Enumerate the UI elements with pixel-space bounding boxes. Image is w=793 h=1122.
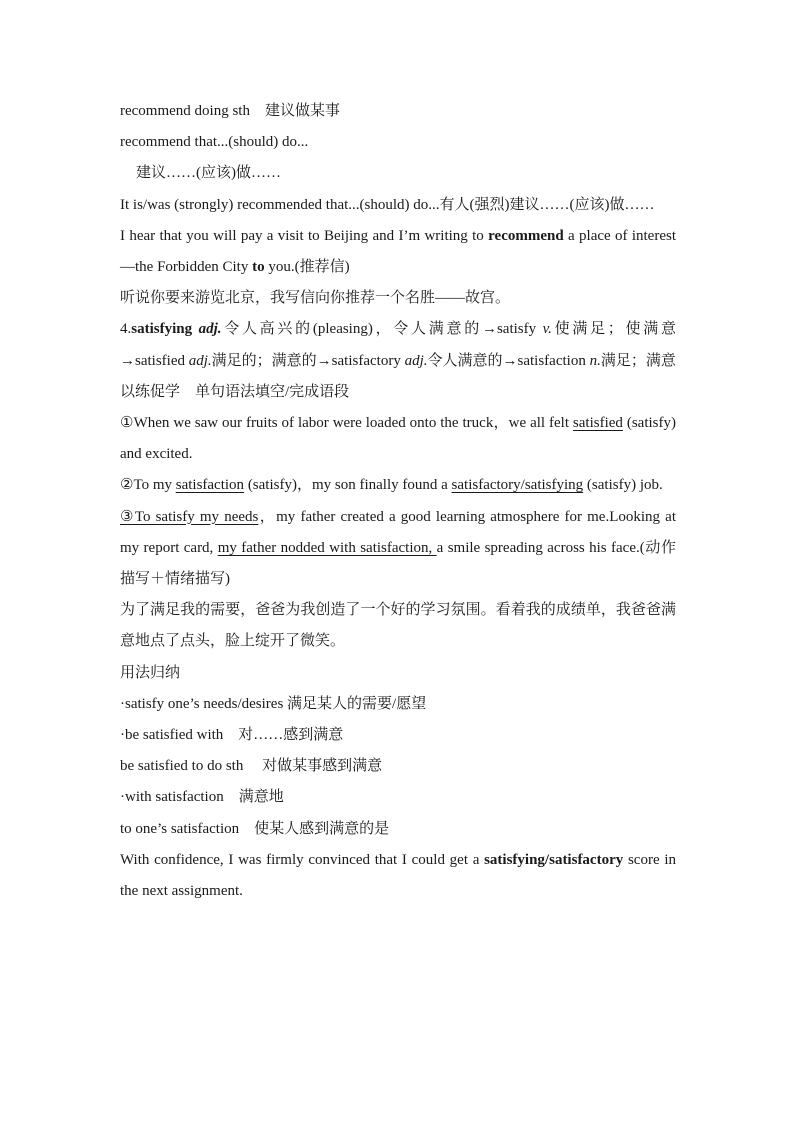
part-of-speech: adj. bbox=[188, 352, 212, 369]
text-span: 满足的；满意的→satisfactory bbox=[211, 352, 405, 369]
text-span: ①When we saw our fruits of labor were loaded onto the truck，we all felt bbox=[120, 415, 573, 432]
text-span: a place of interest—the Forbidden City bbox=[120, 227, 676, 276]
usage-item: ·with satisfaction 满意地 bbox=[120, 789, 284, 806]
headword: satisfying bbox=[131, 321, 193, 338]
exercise-1 bbox=[120, 408, 676, 470]
answer-underline: my father nodded with satisfaction, bbox=[217, 539, 437, 556]
answer-underline: satisfactory/satisfying bbox=[451, 477, 584, 494]
text-span: 满足；满意 bbox=[600, 352, 676, 369]
vocab-entry-satisfying bbox=[120, 314, 676, 376]
text-span: ，my father created a good learning atmosphere for me.Looking at my report card, bbox=[120, 508, 676, 556]
answer-underline: satisfied bbox=[572, 415, 623, 432]
text-span: With confidence, I was firmly convinced that I could get a bbox=[120, 851, 485, 868]
usage-item: be satisfied to do sth 对做某事感到满意 bbox=[120, 758, 383, 775]
usage-item: ·be satisfied with 对……感到满意 bbox=[120, 727, 344, 744]
text-span: ②To my bbox=[120, 477, 176, 494]
section-heading: 用法归纳 bbox=[120, 664, 181, 681]
text-span: 令人满意的→satisfaction bbox=[427, 352, 590, 369]
text-span: I hear that you will pay a visit to Beijing and I’m writing to bbox=[120, 227, 489, 244]
part-of-speech: adj. bbox=[192, 321, 222, 338]
part-of-speech: n. bbox=[589, 352, 601, 369]
example-sentence-satisfying bbox=[120, 845, 676, 907]
translation-paragraph: 为了满足我的需要，爸爸为我创造了一个好的学习氛围。看着我的成绩单，我爸爸满意地点了点头，脸上绽开了微笑。 bbox=[120, 602, 676, 650]
text-span: (satisfy) job. bbox=[583, 477, 663, 494]
text-span: a smile spreading across his face.(动作描写＋情绪描写) bbox=[120, 539, 677, 588]
example-sentence-recommend bbox=[120, 221, 676, 283]
translation-line: 听说你要来游览北京，我写信向你推荐一个名胜——故宫。 bbox=[120, 290, 511, 307]
exercise-2 bbox=[120, 470, 676, 501]
answer-underline: satisfaction bbox=[175, 477, 245, 494]
text-line: 建议……(应该)做…… bbox=[136, 165, 281, 182]
usage-item: ·satisfy one’s needs/desires 满足某人的需要/愿望 bbox=[120, 695, 427, 712]
exercise-3 bbox=[120, 502, 676, 596]
bold-term: to bbox=[252, 259, 265, 276]
text-span: 令人高兴的(pleasing)，令人满意的→satisfy bbox=[221, 321, 543, 338]
entry-number: 4. bbox=[120, 321, 132, 338]
bold-term: satisfying/satisfactory bbox=[484, 851, 624, 868]
text-paragraph: It is/was (strongly) recommended that...(should) do...有人(强烈)建议……(应该)做…… bbox=[120, 196, 655, 213]
text-line: recommend that...(should) do... bbox=[120, 134, 309, 151]
document-body bbox=[120, 96, 676, 907]
text-span: (satisfy)，my son finally found a bbox=[244, 477, 452, 494]
part-of-speech: adj. bbox=[404, 352, 428, 369]
text-line: recommend doing sth 建议做某事 bbox=[120, 103, 340, 119]
bold-term: recommend bbox=[488, 227, 564, 244]
text-span: (satisfy) and excited. bbox=[120, 415, 676, 463]
text-span: score in the next assignment. bbox=[120, 851, 677, 900]
usage-item: to one’s satisfaction 使某人感到满意的是 bbox=[120, 820, 390, 837]
answer-underline: ③To satisfy my needs bbox=[120, 508, 259, 525]
text-span: you.(推荐信) bbox=[264, 259, 350, 276]
part-of-speech: v. bbox=[542, 321, 552, 338]
text-span: 使满足；使满意→satisfied bbox=[120, 321, 676, 369]
section-heading: 以练促学 单句语法填空/完成语段 bbox=[120, 383, 350, 400]
